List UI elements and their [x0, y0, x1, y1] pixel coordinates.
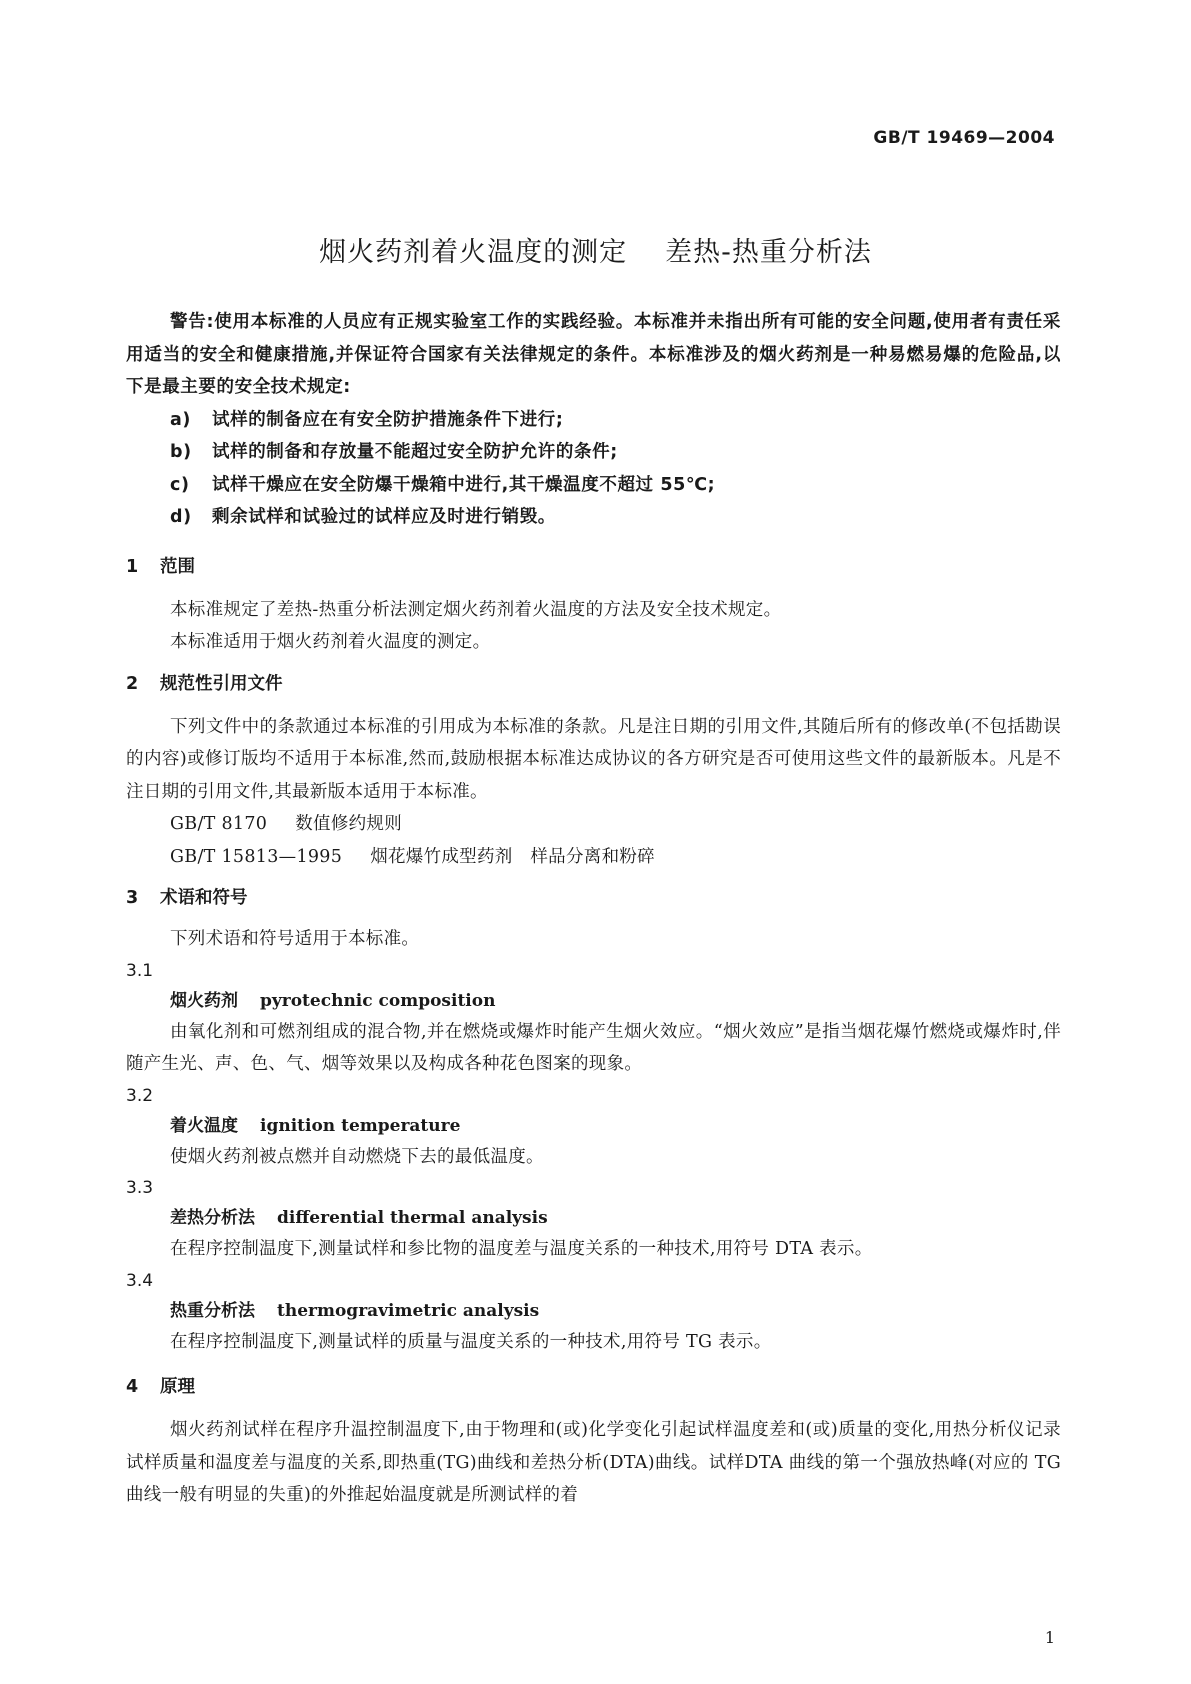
warning-item-text: 剩余试样和试验过的试样应及时进行销毁。 [212, 507, 556, 527]
warning-item-text: 试样的制备和存放量不能超过安全防护允许的条件; [212, 442, 618, 462]
term-zh: 差热分析法 [170, 1208, 255, 1228]
section-number: 3 [126, 888, 139, 908]
warning-item-label: d) [170, 507, 192, 527]
term-number: 3.2 [126, 1085, 154, 1106]
warning-item [126, 436, 1061, 469]
warning-item-label: a) [170, 409, 192, 430]
section-heading-terms [126, 883, 1061, 913]
principle-paragraph: 烟火药剂试样在程序升温控制温度下,由于物理和(或)化学变化引起试样温度差和(或)质量的变化,用热分析仪记录试样质量和温度差与温度的关系,即热重(TG)曲线和差热分析(DTA)曲线。试样DTA 曲线的第一个强放热峰(对应的 TG 曲线一般有明显的失重)的外推起始温度就是所测试样的着 [126, 1420, 1061, 1505]
title-method: 差热-热重分析法 [665, 237, 872, 268]
reference-code: GB/T 8170 [170, 814, 268, 834]
section-title: 术语和符号 [160, 888, 248, 908]
term-number: 3.3 [126, 1178, 154, 1198]
reference-title: 数值修约规则 [295, 814, 403, 834]
term-zh: 烟火药剂 [170, 990, 238, 1011]
term-definition: 在程序控制温度下,测量试样和参比物的温度差与温度关系的一种技术,用符号 DTA 表示。 [170, 1239, 873, 1259]
term-definition: 使烟火药剂被点燃并自动燃烧下去的最低温度。 [170, 1146, 544, 1167]
term-number: 3.4 [126, 1270, 154, 1291]
warning-item [126, 501, 1061, 534]
warning-item [126, 404, 1061, 437]
term-en: pyrotechnic composition [260, 990, 496, 1011]
term-definition: 由氧化剂和可燃剂组成的混合物,并在燃烧或爆炸时能产生烟火效应。“烟火效应”是指当烟花爆竹燃烧或爆炸时,伴随产生光、声、色、气、烟等效果以及构成各种花色图案的现象。 [126, 1021, 1061, 1074]
page-title [0, 230, 1191, 269]
term-zh: 热重分析法 [170, 1300, 255, 1321]
warning-item-label: b) [170, 442, 192, 462]
warning-item-label: c) [170, 474, 190, 495]
reference-entry [126, 841, 1061, 874]
term-zh: 着火温度 [170, 1115, 238, 1136]
section-title: 原理 [160, 1377, 195, 1397]
scope-paragraph: 本标准适用于烟火药剂着火温度的测定。 [170, 632, 491, 652]
section-number: 4 [126, 1377, 139, 1397]
warning-item [126, 469, 1061, 502]
term-en: differential thermal analysis [277, 1208, 548, 1228]
warning-paragraph: 警告:使用本标准的人员应有正规实验室工作的实践经验。本标准并未指出所有可能的安全问题,使用者有责任采用适当的安全和健康措施,并保证符合国家有关法律规定的条件。本标准涉及的烟火药剂是一种易燃易爆的危险品,以下是最主要的安全技术规定: [126, 312, 1061, 397]
section-title: 范围 [160, 556, 195, 577]
reference-title: 烟花爆竹成型药剂 样品分离和粉碎 [370, 846, 655, 867]
term-en: ignition temperature [260, 1115, 461, 1136]
term-heading [126, 1111, 1061, 1141]
section-number: 2 [126, 673, 139, 694]
warning-item-text: 试样的制备应在有安全防护措施条件下进行; [212, 409, 564, 430]
section-heading-principle [126, 1372, 1061, 1402]
term-heading [126, 1203, 1061, 1233]
title-main: 烟火药剂着火温度的测定 [319, 237, 628, 268]
references-paragraph: 下列文件中的条款通过本标准的引用成为本标准的条款。凡是注日期的引用文件,其随后所有的修改单(不包括勘误的内容)或修订版均不适用于本标准,然而,鼓励根据本标准达成协议的各方研究是否可使用这些文件的最新版本。凡是不注日期的引用文件,其最新版本适用于本标准。 [126, 716, 1061, 802]
term-heading [126, 1296, 1061, 1326]
standard-code: GB/T 19469—2004 [873, 128, 1055, 148]
section-number: 1 [126, 556, 139, 577]
page-number: 1 [1044, 1628, 1055, 1647]
terms-intro: 下列术语和符号适用于本标准。 [170, 929, 420, 949]
scope-paragraph: 本标准规定了差热-热重分析法测定烟火药剂着火温度的方法及安全技术规定。 [170, 599, 782, 620]
reference-code: GB/T 15813—1995 [170, 846, 343, 867]
term-definition: 在程序控制温度下,测量试样的质量与温度关系的一种技术,用符号 TG 表示。 [170, 1331, 772, 1352]
term-number: 3.1 [126, 960, 154, 981]
section-heading-references [126, 669, 1061, 699]
document-body [126, 306, 1061, 1512]
warning-item-text: 试样干燥应在安全防爆干燥箱中进行,其干燥温度不超过 55℃; [212, 474, 716, 495]
term-heading [126, 986, 1061, 1016]
reference-entry [126, 808, 1061, 841]
section-heading-scope [126, 552, 1061, 582]
term-en: thermogravimetric analysis [277, 1300, 540, 1321]
section-title: 规范性引用文件 [160, 673, 283, 694]
